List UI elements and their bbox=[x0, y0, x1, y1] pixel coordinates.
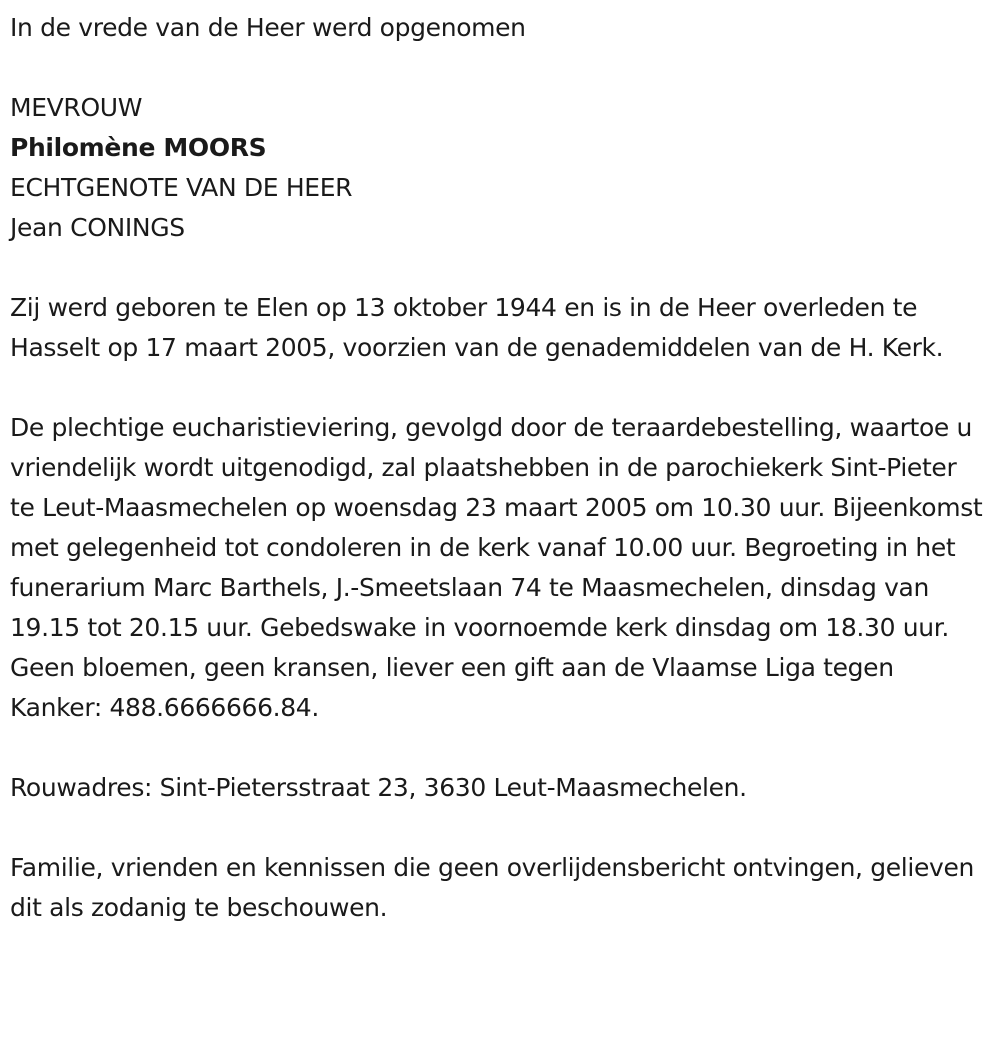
deceased-name: Philomène MOORS bbox=[10, 133, 267, 162]
closing-paragraph: Familie, vrienden en kennissen die geen overlijdensbericht ontvingen, gelieven dit als zodanig te beschouwen. bbox=[10, 853, 974, 922]
obituary-notice bbox=[10, 8, 986, 928]
ceremony-paragraph: De plechtige eucharistieviering, gevolgd door de teraardebestelling, waartoe u vriendelijk wordt uitgenodigd, zal plaatshebben in de parochiekerk Sint-Pieter te Leut-Maasmechelen op woensdag 23 maart 2005 om 10.30 uur. Bijeenkomst met gelegenheid tot condoleren in de kerk vanaf 10.00 uur. Begroeting in het funerarium Marc Barthels, J.-Smeetslaan 74 te Maasmechelen, dinsdag van 19.15 tot 20.15 uur. Gebedswake in voornoemde kerk dinsdag om 18.30 uur. Geen bloemen, geen kransen, liever een gift aan de Vlaamse Liga tegen Kanker: 488.6666666.84. bbox=[10, 413, 983, 722]
relation-line: ECHTGENOTE VAN DE HEER bbox=[10, 173, 353, 202]
address-paragraph: Rouwadres: Sint-Pietersstraat 23, 3630 Leut-Maasmechelen. bbox=[10, 773, 747, 802]
spacer bbox=[10, 48, 986, 88]
spouse-name: Jean CONINGS bbox=[10, 213, 185, 242]
salutation: MEVROUW bbox=[10, 93, 143, 122]
spacer bbox=[10, 248, 986, 288]
spacer bbox=[10, 368, 986, 408]
birth-death-paragraph: Zij werd geboren te Elen op 13 oktober 1944 en is in de Heer overleden te Hasselt op 17 maart 2005, voorzien van de genademiddelen van de H. Kerk. bbox=[10, 293, 944, 362]
spacer bbox=[10, 808, 986, 848]
spacer bbox=[10, 728, 986, 768]
intro-line: In de vrede van de Heer werd opgenomen bbox=[10, 13, 526, 42]
